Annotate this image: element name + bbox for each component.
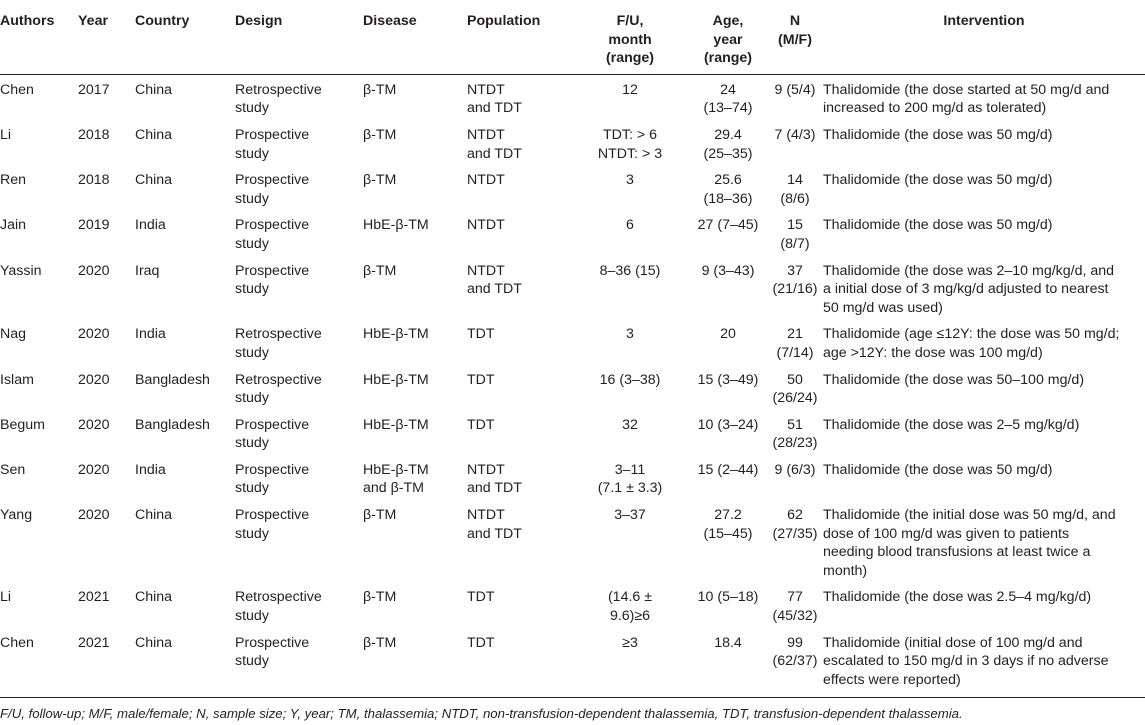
cell-intervention-line: needing blood transfusions at least twice a bbox=[823, 544, 1091, 561]
cell-year: 2019 bbox=[78, 217, 110, 234]
table-row bbox=[0, 74, 1145, 120]
cell-population bbox=[467, 455, 571, 500]
cell-design-line: Prospective bbox=[235, 634, 310, 651]
cell-authors: Sen bbox=[0, 461, 26, 478]
cell-sample-size bbox=[767, 365, 823, 410]
cell-population-line: TDT bbox=[467, 326, 495, 343]
cell-disease-line: β-TM bbox=[363, 262, 397, 279]
cell-age bbox=[689, 120, 767, 165]
cell-sample-size-line: (7/14) bbox=[776, 344, 814, 361]
cell-sample-size-line: (26/24) bbox=[772, 390, 818, 407]
cell-design-line: study bbox=[235, 653, 269, 670]
cell-authors: Ren bbox=[0, 172, 27, 189]
cell-design-line: Prospective bbox=[235, 126, 310, 143]
cell-disease-line: HbE-β-TM bbox=[363, 416, 429, 433]
cell-population bbox=[467, 256, 571, 320]
cell-country: China bbox=[135, 126, 173, 143]
cell-year: 2020 bbox=[78, 507, 110, 524]
cell-sample-size-line: (45/32) bbox=[772, 608, 818, 625]
header-population: Population bbox=[467, 4, 571, 74]
header-disease: Disease bbox=[363, 4, 467, 74]
cell-design-line: study bbox=[235, 435, 269, 452]
cell-intervention-line: Thalidomide (the dose was 2–10 mg/kg/d, and bbox=[823, 262, 1115, 279]
header-design: Design bbox=[235, 4, 363, 74]
cell-sample-size-line: 77 bbox=[787, 589, 803, 606]
cell-population-line: NTDT bbox=[467, 262, 505, 279]
cell-population bbox=[467, 582, 571, 627]
table-row bbox=[0, 455, 1145, 500]
cell-disease bbox=[363, 455, 467, 500]
cell-intervention-line: Thalidomide (the dose was 2–5 mg/kg/d) bbox=[823, 416, 1080, 433]
table-body bbox=[0, 74, 1145, 698]
cell-age-line: 24 bbox=[720, 81, 736, 98]
cell-follow-up bbox=[571, 165, 689, 210]
cell-disease-line: HbE-β-TM bbox=[363, 371, 429, 388]
cell-design-line: Retrospective bbox=[235, 371, 322, 388]
cell-design-line: Prospective bbox=[235, 217, 310, 234]
cell-authors: Nag bbox=[0, 326, 27, 343]
cell-sample-size-line: 14 bbox=[787, 172, 803, 189]
cell-population-line: TDT bbox=[467, 416, 495, 433]
cell-age bbox=[689, 628, 767, 698]
header-authors: Authors bbox=[0, 4, 78, 74]
cell-population-line: TDT bbox=[467, 634, 495, 651]
cell-age-line: 15 (2–44) bbox=[697, 461, 759, 478]
cell-follow-up bbox=[571, 455, 689, 500]
cell-sample-size-line: (27/35) bbox=[772, 525, 818, 542]
cell-disease-line: β-TM bbox=[363, 634, 397, 651]
cell-age-line: 10 (5–18) bbox=[697, 589, 759, 606]
header-sample-size-line: (M/F) bbox=[778, 31, 812, 48]
cell-follow-up-line: 9.6)≥6 bbox=[609, 608, 651, 625]
cell-sample-size bbox=[767, 165, 823, 210]
cell-disease-line: β-TM bbox=[363, 126, 397, 143]
cell-population bbox=[467, 210, 571, 255]
cell-intervention bbox=[823, 500, 1145, 582]
cell-age-line: (25–35) bbox=[703, 145, 753, 162]
cell-sample-size bbox=[767, 500, 823, 582]
cell-disease bbox=[363, 582, 467, 627]
cell-country: India bbox=[135, 326, 166, 343]
cell-design-line: study bbox=[235, 235, 269, 252]
cell-sample-size bbox=[767, 256, 823, 320]
cell-intervention bbox=[823, 582, 1145, 627]
cell-age-line: 27.2 bbox=[714, 507, 742, 524]
cell-intervention-line: 50 mg/d was used) bbox=[823, 299, 943, 316]
cell-design bbox=[235, 365, 363, 410]
cell-country: China bbox=[135, 507, 173, 524]
cell-intervention bbox=[823, 120, 1145, 165]
cell-population-line: NTDT bbox=[467, 507, 505, 524]
cell-intervention-line: Thalidomide (the dose was 50 mg/d) bbox=[823, 217, 1053, 234]
cell-sample-size-line: 50 bbox=[787, 371, 803, 388]
cell-sample-size-line: (21/16) bbox=[772, 281, 818, 298]
cell-sample-size-line: 99 bbox=[787, 634, 803, 651]
cell-disease bbox=[363, 120, 467, 165]
cell-age-line: 20 bbox=[720, 326, 736, 343]
cell-country: China bbox=[135, 81, 173, 98]
cell-disease-line: β-TM bbox=[363, 81, 397, 98]
cell-follow-up bbox=[571, 500, 689, 582]
cell-population-line: TDT bbox=[467, 589, 495, 606]
table-row bbox=[0, 582, 1145, 627]
cell-disease-line: and β-TM bbox=[363, 480, 424, 497]
cell-sample-size bbox=[767, 455, 823, 500]
cell-population bbox=[467, 365, 571, 410]
cell-sample-size bbox=[767, 120, 823, 165]
cell-follow-up-line: 3 bbox=[626, 326, 634, 343]
cell-intervention-line: Thalidomide (the dose was 50–100 mg/d) bbox=[823, 371, 1085, 388]
cell-intervention-line: age >12Y: the dose was 100 mg/d) bbox=[823, 344, 1043, 361]
header-follow-up-line: (range) bbox=[605, 50, 655, 67]
cell-follow-up-line: 6 bbox=[626, 217, 634, 234]
cell-intervention bbox=[823, 455, 1145, 500]
cell-design-line: study bbox=[235, 480, 269, 497]
cell-year: 2020 bbox=[78, 262, 110, 279]
cell-age-line: (15–45) bbox=[703, 525, 753, 542]
cell-age-line: 10 (3–24) bbox=[697, 416, 759, 433]
cell-follow-up-line: 3–11 bbox=[614, 461, 646, 478]
cell-population-line: and TDT bbox=[467, 480, 522, 497]
cell-age bbox=[689, 365, 767, 410]
cell-design bbox=[235, 120, 363, 165]
cell-intervention-line: a initial dose of 3 mg/kg/d adjusted to nearest bbox=[823, 281, 1109, 298]
cell-follow-up-line: NTDT: > 3 bbox=[597, 145, 663, 162]
table-row bbox=[0, 365, 1145, 410]
cell-year: 2021 bbox=[78, 589, 110, 606]
cell-age bbox=[689, 210, 767, 255]
header-age bbox=[689, 4, 767, 74]
cell-intervention bbox=[823, 410, 1145, 455]
cell-disease bbox=[363, 256, 467, 320]
cell-population-line: NTDT bbox=[467, 461, 505, 478]
cell-follow-up-line: 16 (3–38) bbox=[599, 371, 661, 388]
cell-disease-line: HbE-β-TM bbox=[363, 461, 429, 478]
cell-age-line: 18.4 bbox=[714, 634, 742, 651]
cell-age-line: 29.4 bbox=[714, 126, 742, 143]
cell-population-line: NTDT bbox=[467, 81, 505, 98]
cell-authors: Islam bbox=[0, 371, 34, 388]
cell-design-line: Prospective bbox=[235, 172, 310, 189]
cell-population bbox=[467, 319, 571, 364]
cell-design bbox=[235, 74, 363, 120]
cell-authors: Chen bbox=[0, 81, 34, 98]
cell-intervention-line: Thalidomide (the dose was 2.5–4 mg/kg/d) bbox=[823, 589, 1092, 606]
cell-country: India bbox=[135, 217, 166, 234]
cell-sample-size-line: 62 bbox=[787, 507, 803, 524]
cell-follow-up bbox=[571, 120, 689, 165]
cell-sample-size-line: (8/7) bbox=[780, 235, 810, 252]
cell-population bbox=[467, 120, 571, 165]
cell-authors: Begum bbox=[0, 416, 45, 433]
cell-population bbox=[467, 628, 571, 698]
cell-design bbox=[235, 165, 363, 210]
cell-intervention bbox=[823, 74, 1145, 120]
cell-population-line: TDT bbox=[467, 371, 495, 388]
cell-year: 2021 bbox=[78, 628, 135, 698]
cell-age bbox=[689, 74, 767, 120]
cell-age bbox=[689, 455, 767, 500]
cell-population bbox=[467, 74, 571, 120]
table-row bbox=[0, 120, 1145, 165]
cell-sample-size-line: 9 (5/4) bbox=[774, 81, 816, 98]
cell-sample-size-line: (28/23) bbox=[772, 435, 818, 452]
cell-design-line: Retrospective bbox=[235, 326, 322, 343]
cell-follow-up-line: 8–36 (15) bbox=[599, 262, 661, 279]
cell-year: 2020 bbox=[78, 371, 110, 388]
table-row bbox=[0, 319, 1145, 364]
cell-authors: Li bbox=[0, 126, 12, 143]
cell-sample-size bbox=[767, 74, 823, 120]
cell-follow-up bbox=[571, 410, 689, 455]
cell-follow-up-line: (14.6 ± bbox=[607, 589, 653, 606]
header-age-line: year bbox=[713, 31, 743, 48]
cell-sample-size-line: 15 bbox=[787, 217, 803, 234]
cell-design-line: Retrospective bbox=[235, 81, 322, 98]
table-footnote: F/U, follow-up; M/F, male/female; N, sample size; Y, year; TM, thalassemia; NTDT, non-transfusion-dependent thalassemia, TDT, transfusion-dependent thalassemia. bbox=[0, 706, 963, 721]
cell-design bbox=[235, 500, 363, 582]
cell-intervention-line: effects were reported) bbox=[823, 671, 961, 688]
cell-country: Bangladesh bbox=[135, 416, 210, 433]
cell-disease-line: β-TM bbox=[363, 589, 397, 606]
cell-follow-up-line: 3–37 bbox=[614, 507, 646, 524]
cell-population-line: and TDT bbox=[467, 100, 522, 117]
cell-design-line: study bbox=[235, 344, 269, 361]
header-sample-size bbox=[767, 4, 823, 74]
cell-population-line: NTDT bbox=[467, 217, 505, 234]
cell-country: Iraq bbox=[135, 262, 160, 279]
cell-disease bbox=[363, 410, 467, 455]
cell-sample-size bbox=[767, 628, 823, 698]
cell-country: China bbox=[135, 172, 173, 189]
cell-year: 2017 bbox=[78, 81, 110, 98]
cell-follow-up bbox=[571, 74, 689, 120]
cell-disease bbox=[363, 165, 467, 210]
cell-design bbox=[235, 582, 363, 627]
cell-design bbox=[235, 256, 363, 320]
cell-disease bbox=[363, 319, 467, 364]
header-year: Year bbox=[78, 4, 135, 74]
cell-year: 2018 bbox=[78, 126, 110, 143]
cell-authors: Li bbox=[0, 589, 12, 606]
cell-sample-size-line: 51 bbox=[787, 416, 803, 433]
cell-disease bbox=[363, 365, 467, 410]
cell-population bbox=[467, 500, 571, 582]
cell-disease-line: β-TM bbox=[363, 507, 397, 524]
cell-follow-up-line: 32 bbox=[622, 416, 638, 433]
cell-sample-size bbox=[767, 210, 823, 255]
cell-intervention bbox=[823, 365, 1145, 410]
cell-authors: Chen bbox=[0, 628, 78, 698]
cell-population-line: and TDT bbox=[467, 281, 522, 298]
table-row bbox=[0, 500, 1145, 582]
table-row bbox=[0, 256, 1145, 320]
cell-follow-up bbox=[571, 582, 689, 627]
cell-year: 2020 bbox=[78, 461, 110, 478]
cell-intervention bbox=[823, 165, 1145, 210]
cell-population-line: NTDT bbox=[467, 126, 505, 143]
cell-follow-up bbox=[571, 628, 689, 698]
cell-intervention-line: Thalidomide (the dose was 50 mg/d) bbox=[823, 172, 1053, 189]
header-sample-size-line: N bbox=[789, 13, 801, 29]
cell-country: China bbox=[135, 628, 235, 698]
cell-year: 2018 bbox=[78, 172, 110, 189]
cell-design-line: study bbox=[235, 608, 269, 625]
cell-intervention-line: month) bbox=[823, 562, 868, 579]
cell-follow-up bbox=[571, 365, 689, 410]
cell-follow-up-line: TDT: > 6 bbox=[602, 126, 657, 143]
cell-follow-up-line: ≥3 bbox=[622, 634, 638, 651]
cell-age-line: 25.6 bbox=[714, 172, 742, 189]
cell-design bbox=[235, 210, 363, 255]
cell-age bbox=[689, 582, 767, 627]
cell-design-line: study bbox=[235, 190, 269, 207]
cell-intervention-line: increased to 200 mg/d as tolerated) bbox=[823, 100, 1047, 117]
cell-age bbox=[689, 500, 767, 582]
table-row bbox=[0, 628, 1145, 698]
cell-sample-size bbox=[767, 582, 823, 627]
cell-intervention-line: Thalidomide (the dose started at 50 mg/d and bbox=[823, 81, 1110, 98]
cell-age-line: 9 (3–43) bbox=[701, 262, 755, 279]
cell-year: 2020 bbox=[78, 326, 110, 343]
cell-intervention-line: dose of 100 mg/d was given to patients bbox=[823, 525, 1070, 542]
cell-intervention-line: Thalidomide (the dose was 50 mg/d) bbox=[823, 126, 1053, 143]
header-row bbox=[0, 4, 1145, 74]
header-follow-up-line: month bbox=[608, 31, 652, 48]
cell-intervention-line: Thalidomide (age ≤12Y: the dose was 50 mg/d; bbox=[823, 326, 1120, 343]
cell-design-line: Prospective bbox=[235, 507, 310, 524]
cell-follow-up bbox=[571, 319, 689, 364]
cell-age bbox=[689, 256, 767, 320]
cell-follow-up-line: 3 bbox=[626, 172, 634, 189]
cell-age bbox=[689, 319, 767, 364]
cell-design bbox=[235, 410, 363, 455]
cell-follow-up bbox=[571, 210, 689, 255]
cell-year: 2020 bbox=[78, 416, 110, 433]
cell-age bbox=[689, 410, 767, 455]
cell-age-line: 15 (3–49) bbox=[697, 371, 759, 388]
cell-age bbox=[689, 165, 767, 210]
cell-intervention-line: escalated to 150 mg/d in 3 days if no adverse bbox=[823, 653, 1109, 670]
table-row bbox=[0, 210, 1145, 255]
cell-disease-line: β-TM bbox=[363, 172, 397, 189]
cell-design bbox=[235, 455, 363, 500]
cell-country: India bbox=[135, 461, 166, 478]
cell-population-line: NTDT bbox=[467, 172, 505, 189]
cell-age-line: (13–74) bbox=[703, 100, 753, 117]
cell-age-line: (18–36) bbox=[703, 190, 753, 207]
cell-intervention-line: Thalidomide (initial dose of 100 mg/d and bbox=[823, 634, 1083, 651]
table-row bbox=[0, 165, 1145, 210]
cell-intervention bbox=[823, 319, 1145, 364]
cell-disease bbox=[363, 74, 467, 120]
cell-disease-line: HbE-β-TM bbox=[363, 217, 429, 234]
cell-intervention bbox=[823, 210, 1145, 255]
table-row bbox=[0, 410, 1145, 455]
header-age-line: Age, bbox=[712, 13, 744, 29]
cell-design bbox=[235, 628, 363, 698]
cell-population-line: and TDT bbox=[467, 525, 522, 542]
cell-design-line: Prospective bbox=[235, 262, 310, 279]
cell-disease bbox=[363, 628, 467, 698]
cell-sample-size-line: (8/6) bbox=[780, 190, 810, 207]
cell-disease-line: HbE-β-TM bbox=[363, 326, 429, 343]
cell-sample-size-line: (62/37) bbox=[772, 653, 818, 670]
cell-design-line: study bbox=[235, 525, 269, 542]
cell-population bbox=[467, 410, 571, 455]
cell-intervention-line: Thalidomide (the dose was 50 mg/d) bbox=[823, 461, 1053, 478]
cell-sample-size bbox=[767, 410, 823, 455]
header-intervention: Intervention bbox=[823, 4, 1145, 74]
cell-design bbox=[235, 319, 363, 364]
cell-design-line: study bbox=[235, 390, 269, 407]
studies-table bbox=[0, 4, 1145, 698]
cell-country: Bangladesh bbox=[135, 371, 210, 388]
cell-disease bbox=[363, 500, 467, 582]
cell-age-line: 27 (7–45) bbox=[697, 217, 759, 234]
cell-sample-size-line: 9 (6/3) bbox=[774, 461, 816, 478]
cell-intervention bbox=[823, 256, 1145, 320]
cell-disease bbox=[363, 210, 467, 255]
cell-design-line: Prospective bbox=[235, 416, 310, 433]
cell-follow-up-line: (7.1 ± 3.3) bbox=[597, 480, 663, 497]
cell-design-line: Prospective bbox=[235, 461, 310, 478]
cell-intervention-line: Thalidomide (the initial dose was 50 mg/d, and bbox=[823, 507, 1116, 524]
cell-intervention bbox=[823, 628, 1145, 698]
cell-sample-size bbox=[767, 319, 823, 364]
cell-design-line: Retrospective bbox=[235, 589, 322, 606]
cell-follow-up bbox=[571, 256, 689, 320]
cell-sample-size-line: 37 bbox=[787, 262, 803, 279]
cell-population-line: and TDT bbox=[467, 145, 522, 162]
header-follow-up-line: F/U, bbox=[616, 13, 644, 29]
header-age-line: (range) bbox=[703, 50, 753, 67]
cell-authors: Jain bbox=[0, 217, 27, 234]
cell-authors: Yassin bbox=[0, 262, 42, 279]
header-country: Country bbox=[135, 4, 235, 74]
cell-sample-size-line: 21 bbox=[787, 326, 803, 343]
cell-sample-size-line: 7 (4/3) bbox=[774, 126, 816, 143]
cell-follow-up-line: 12 bbox=[622, 81, 638, 98]
cell-design-line: study bbox=[235, 145, 269, 162]
cell-country: China bbox=[135, 589, 173, 606]
cell-authors: Yang bbox=[0, 507, 33, 524]
cell-population bbox=[467, 165, 571, 210]
header-follow-up bbox=[571, 4, 689, 74]
cell-design-line: study bbox=[235, 281, 269, 298]
cell-design-line: study bbox=[235, 100, 269, 117]
